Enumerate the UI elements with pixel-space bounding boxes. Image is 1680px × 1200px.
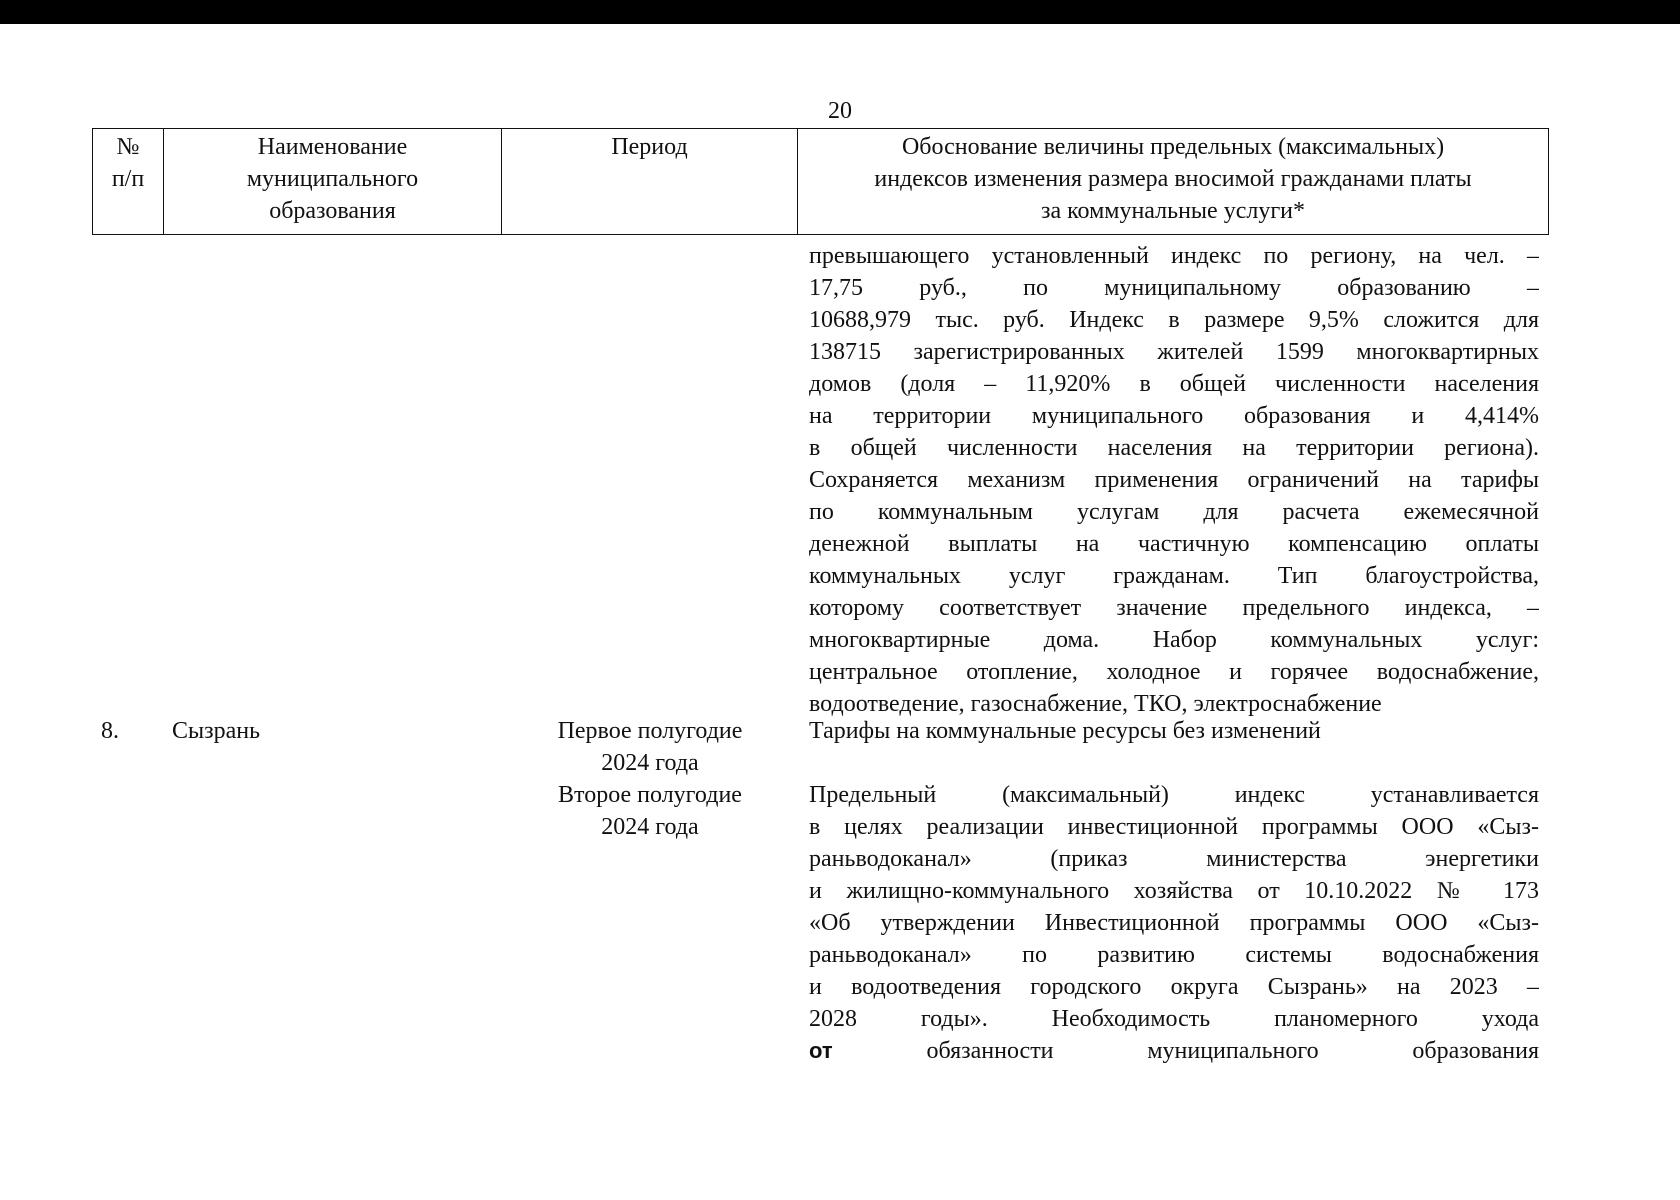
- text-line: по коммунальным услугам для расчета ежемесячной: [809, 499, 1539, 525]
- row-number: 8.: [101, 718, 119, 744]
- tariff-statement: Тарифы на коммунальные ресурсы без изменений: [809, 718, 1321, 744]
- text-line: на территории муниципального образования и 4,414%: [809, 403, 1539, 429]
- table-header: [92, 128, 1549, 235]
- text-line: раньводоканал» по развитию системы водоснабжения: [809, 942, 1539, 968]
- text-line: домов (доля – 11,920% в общей численности населения: [809, 371, 1539, 397]
- text-line: превышающего установленный индекс по региону, на чел. –: [809, 243, 1539, 269]
- text-line: в целях реализации инвестиционной программы ООО «Сыз-: [809, 814, 1539, 840]
- text-line: в общей численности населения на территории региона).: [809, 435, 1539, 461]
- period-first-half: Первое полугодие 2024 года: [557, 718, 743, 776]
- text-line: 2028 годы». Необходимость планомерного ухода: [809, 1006, 1539, 1032]
- text-line: [809, 1035, 1539, 1067]
- text-line: Сохраняется механизм применения ограничений на тарифы: [809, 467, 1539, 493]
- text-line: раньводоканал» (приказ министерства энергетики: [809, 846, 1539, 872]
- text-line: денежной выплаты на частичную компенсацию оплаты: [809, 531, 1539, 557]
- page-number: 20: [828, 98, 852, 124]
- text-line: водоотведение, газоснабжение, ТКО, электроснабжение: [809, 691, 1382, 717]
- text-line: 17,75 руб., по муниципальному образованию –: [809, 275, 1539, 301]
- justification-paragraph: [809, 779, 1539, 1067]
- text-line: «Об утверждении Инвестиционной программы ООО «Сыз-: [809, 910, 1539, 936]
- header-col-municipality: Наименование муниципального образования: [164, 129, 502, 234]
- municipality-name: Сызрань: [172, 718, 261, 744]
- text-line: многоквартирные дома. Набор коммунальных услуг:: [809, 627, 1539, 653]
- period-second-half: Второе полугодие 2024 года: [558, 782, 742, 840]
- text-line: 10688,979 тыс. руб. Индекс в размере 9,5% сложится для: [809, 307, 1539, 333]
- text-line: и жилищно-коммунального хозяйства от 10.10.2022 № 173: [809, 878, 1539, 904]
- header-col-justification: Обоснование величины предельных (максимальных) индексов изменения размера вносимой гражданами платы за коммунальные услуги*: [874, 134, 1472, 224]
- text-line: Предельный (максимальный) индекс устанавливается: [809, 782, 1539, 808]
- continued-justification-text: [809, 240, 1539, 720]
- text-line: центральное отопление, холодное и горячее водоснабжение,: [809, 659, 1539, 685]
- header-col-period: Период: [502, 129, 798, 234]
- line-rest: обязанности муниципального образования: [926, 1038, 1539, 1064]
- header-col-number: № п/п: [93, 129, 164, 234]
- text-line: которому соответствует значение предельного индекса, –: [809, 595, 1539, 621]
- bold-word: от: [809, 1038, 833, 1063]
- text-line: коммунальных услуг гражданам. Тип благоустройства,: [809, 563, 1539, 589]
- text-line: 138715 зарегистрированных жителей 1599 многоквартирных: [809, 339, 1539, 365]
- text-line: и водоотведения городского округа Сызрань» на 2023 –: [809, 974, 1539, 1000]
- scan-top-border: [0, 0, 1680, 24]
